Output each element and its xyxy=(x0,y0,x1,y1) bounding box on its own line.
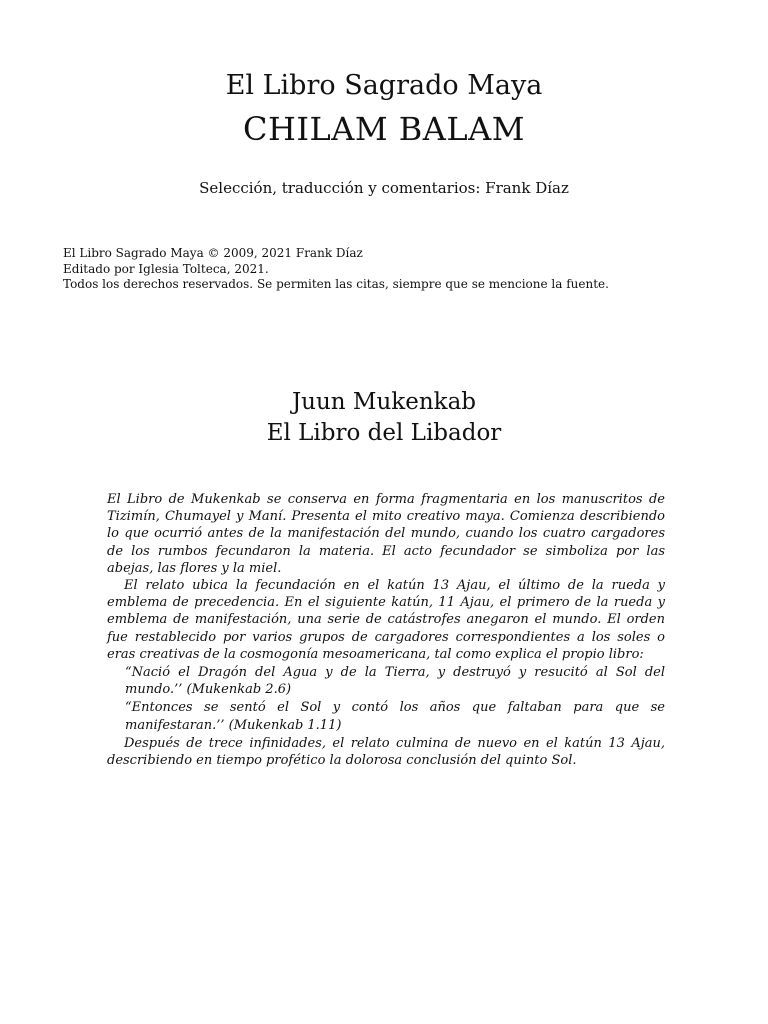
intro-text xyxy=(107,491,665,769)
section-title-spanish: El Libro del Libador xyxy=(266,420,502,446)
copyright-line: El Libro Sagrado Maya © 2009, 2021 Frank Díaz xyxy=(63,246,363,260)
book-title: CHILAM BALAM xyxy=(242,110,526,148)
section-heading xyxy=(0,387,768,449)
paragraph: El Libro de Mukenkab se conserva en forma fragmentaria en los manuscritos de Tizimín, Chumayel y Maní. Presenta el mito creativo maya. Comienza describiendo lo que ocurrió antes de la manifestación del mundo, cuando los cuatro cargadores de los rumbos fecundaron la materia. El acto fecundador se simboliza por las abejas, las flores y la miel. xyxy=(107,492,665,576)
credits-line: Selección, traducción y comentarios: Frank Díaz xyxy=(199,179,569,197)
publisher-line: Editado por Iglesia Tolteca, 2021. xyxy=(63,261,269,276)
section-title-maya: Juun Mukenkab xyxy=(291,389,477,415)
quotation: “Nació el Dragón del Agua y de la Tierra, y destruyó y resucitó al Sol del mundo.’’ (Mukenkab 2.6) xyxy=(125,665,665,698)
quotation: “Entonces se sentó el Sol y contó los años que faltaban para que se manifestaran.’’ (Mukenkab 1.11) xyxy=(125,700,665,733)
rights-line: Todos los derechos reservados. Se permiten las citas, siempre que se mencione la fuente. xyxy=(63,277,609,291)
copyright-block xyxy=(63,246,723,293)
paragraph: El relato ubica la fecundación en el katún 13 Ajau, el último de la rueda y emblema de precedencia. En el siguiente katún, 11 Ajau, el primero de la rueda y emblema de manifestación, una serie de catástrofes anegaron el mundo. El orden fue restablecido por varios grupos de cargadores correspondientes a los soles o eras creativas de la cosmogonía mesoamericana, tal como explica el propio libro: xyxy=(107,578,665,662)
paragraph: Después de trece infinidades, el relato culmina de nuevo en el katún 13 Ajau, describiendo en tiempo profético la dolorosa conclusión del quinto Sol. xyxy=(107,735,665,769)
book-subtitle: El Libro Sagrado Maya xyxy=(225,70,543,101)
